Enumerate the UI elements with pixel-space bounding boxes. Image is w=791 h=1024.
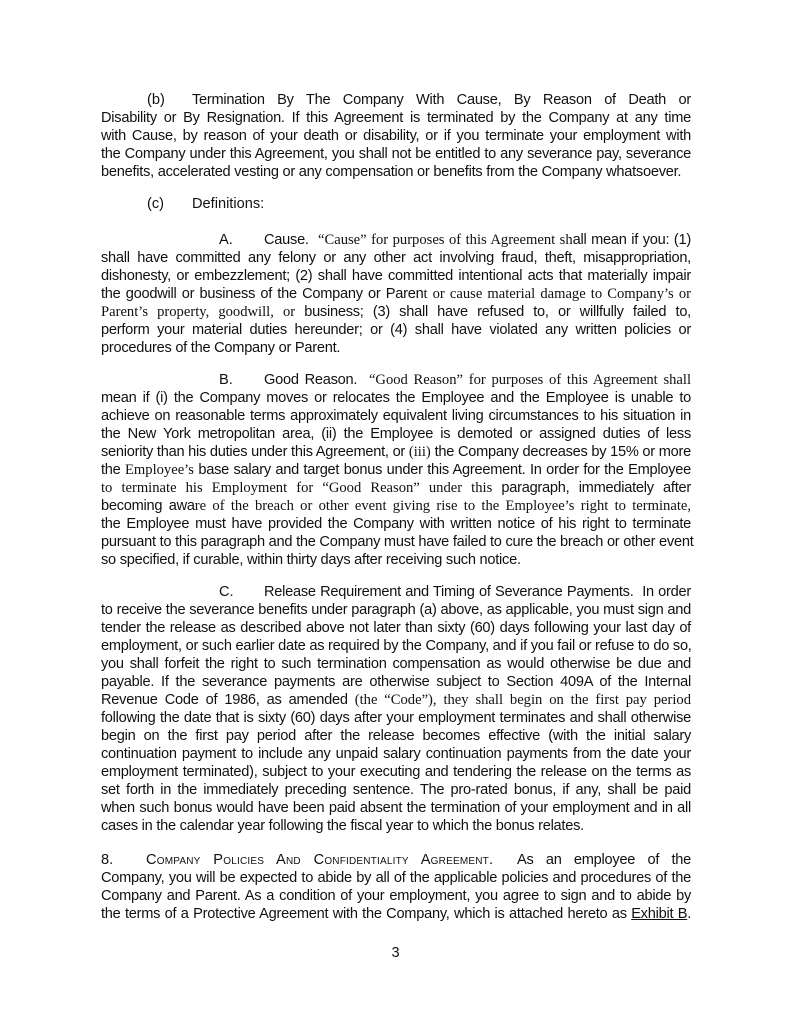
definition-c-first-line	[264, 583, 691, 601]
section-8-title: Company Policies And Confidentiality Agreement.	[146, 852, 494, 868]
text-run-serif: Parent’s property, goodwill, or	[101, 304, 305, 320]
definition-b-title: Good Reason.	[264, 372, 358, 388]
paragraph-line: continuation payment to include any unpaid salary continuation payments from the date your	[101, 746, 691, 762]
definition-c-label: C.	[219, 584, 234, 600]
paragraph-line: perform your material duties hereunder; or (4) shall have violated any written policies or	[101, 322, 691, 338]
section-c-title: Definitions:	[192, 196, 265, 212]
paragraph-line: benefits, accelerated vesting or any compensation or benefits from the Company whatsoever.	[101, 164, 682, 180]
definition-b-first-line	[264, 371, 691, 389]
text-run-serif: re of the breach or other event giving rise to the Employee’s right to terminate,	[194, 498, 691, 514]
text-run-serif: Employee’s	[125, 462, 194, 478]
paragraph-line	[101, 285, 691, 303]
paragraph-line: tender the release as described above not later than sixty (60) days following your last day of	[101, 620, 691, 636]
definition-a-label: A.	[219, 232, 233, 248]
paragraph-line: begin on the first pay period after the release becomes effective (with the initial salary	[101, 728, 691, 744]
definition-b-label: B.	[219, 372, 233, 388]
section-c-label: (c)	[147, 196, 165, 212]
section-8-number: 8.	[101, 852, 114, 868]
text-run-serif: to terminate his Employment for “Good Reason” under this	[101, 480, 502, 496]
paragraph-line: Company, you will be expected to abide by all of the applicable policies and procedures of the	[101, 870, 691, 886]
definition-c-text: In order	[642, 584, 692, 600]
text-run: base salary and target bonus under this Agreement. In order for the Employee	[193, 462, 691, 478]
paragraph-line: Company and Parent. As a condition of your employment, you agree to sign and to abide by	[101, 888, 691, 904]
definition-a-text: all mean if you: (1)	[572, 232, 691, 248]
paragraph-line: so specified, if curable, within thirty days after receiving such notice.	[101, 552, 521, 568]
definition-a-title: Cause.	[264, 232, 309, 248]
page-number: 3	[391, 945, 400, 961]
text-run: Revenue Code of 1986, as amended	[101, 692, 355, 708]
paragraph-line: dishonesty, or embezzlement; (2) shall have committed intentional acts that materially impair	[101, 268, 691, 284]
paragraph-line: following the date that is sixty (60) days after your employment terminates and shall otherwise	[101, 710, 691, 726]
section-8-text: As an employee of the	[517, 852, 691, 868]
paragraph-line: the Employee must have provided the Company with written notice of his right to terminate	[101, 516, 691, 532]
paragraph-line: the New York metropolitan area, (ii) the Employee is demoted or assigned duties of less	[101, 426, 691, 442]
text-run: the goodwill or business of the Company or Paren	[101, 286, 424, 302]
section-b-title: Termination By The Company With Cause, By Reason of Death or	[192, 92, 691, 108]
text-run: .	[687, 906, 692, 922]
text-run-serif: (the “Code”), they shall begin on the first pay period	[354, 692, 691, 708]
paragraph-line: payable. If the severance payments are otherwise subject to Section 409A of the Internal	[101, 674, 691, 690]
text-run: seniority than his duties under this Agreement, or	[101, 444, 409, 460]
paragraph-line	[101, 479, 691, 497]
paragraph-line: Disability or By Resignation. If this Agreement is terminated by the Company at any time	[101, 110, 691, 126]
section-b-label: (b)	[147, 92, 165, 108]
paragraph-line: procedures of the Company or Parent.	[101, 340, 341, 356]
paragraph-line: pursuant to this paragraph and the Company must have failed to cure the breach or other event	[101, 534, 694, 550]
paragraph-line: achieve on reasonable terms approximately equivalent living circumstances to his situation in	[101, 408, 691, 424]
text-run: the	[101, 462, 125, 478]
paragraph-line: you shall forfeit the right to such termination compensation as would otherwise be due and	[101, 656, 691, 672]
definition-a-serif-text: “Cause” for purposes of this Agreement sh	[318, 232, 573, 248]
text-run: business; (3) shall have refused to, or willfully failed to,	[304, 304, 691, 320]
paragraph-line: the Company under this Agreement, you shall not be entitled to any severance pay, severance	[101, 146, 691, 162]
text-run: the terms of a Protective Agreement with the Company, which is attached hereto as	[101, 906, 632, 922]
text-run-serif: t or cause material damage to Company’s or	[423, 286, 691, 302]
exhibit-b-reference: Exhibit B	[631, 906, 688, 922]
text-run: becoming awa	[101, 498, 195, 514]
text-run: paragraph, immediately after	[501, 480, 691, 496]
paragraph-line	[101, 905, 691, 923]
definition-a-first-line	[264, 231, 691, 249]
paragraph-line	[101, 461, 691, 479]
paragraph-line: employment terminated), subject to your executing and tendering the release on the terms as	[101, 764, 691, 780]
paragraph-line: employment, or such earlier date as required by the Company, and if you fail or refuse to do so,	[101, 638, 692, 654]
paragraph-line	[101, 497, 691, 515]
definition-c-title: Release Requirement and Timing of Severance Payments.	[264, 584, 634, 600]
paragraph-line: when such bonus would have been paid absent the termination of your employment and in all	[101, 800, 691, 816]
paragraph-line: mean if (i) the Company moves or relocates the Employee and the Employee is unable to	[101, 390, 691, 406]
paragraph-line	[101, 691, 691, 709]
text-run: the Company decreases by 15% or more	[430, 444, 691, 460]
paragraph-line: shall have committed any felony or any other act involving fraud, theft, misappropriation,	[101, 250, 691, 266]
text-run-serif: (iii)	[408, 444, 431, 460]
definition-b-serif-text: “Good Reason” for purposes of this Agreement shall	[368, 372, 692, 388]
section-8-first-line	[146, 851, 691, 869]
paragraph-line	[101, 303, 691, 321]
paragraph-line: with Cause, by reason of your death or disability, or if you terminate your employment with	[101, 128, 691, 144]
paragraph-line: set forth in the immediately preceding sentence. The pro-rated bonus, if any, shall be paid	[101, 782, 691, 798]
paragraph-line	[101, 443, 691, 461]
paragraph-line: cases in the calendar year following the fiscal year to which the bonus relates.	[101, 818, 584, 834]
paragraph-line: to receive the severance benefits under paragraph (a) above, as applicable, you must sign and	[101, 602, 691, 618]
